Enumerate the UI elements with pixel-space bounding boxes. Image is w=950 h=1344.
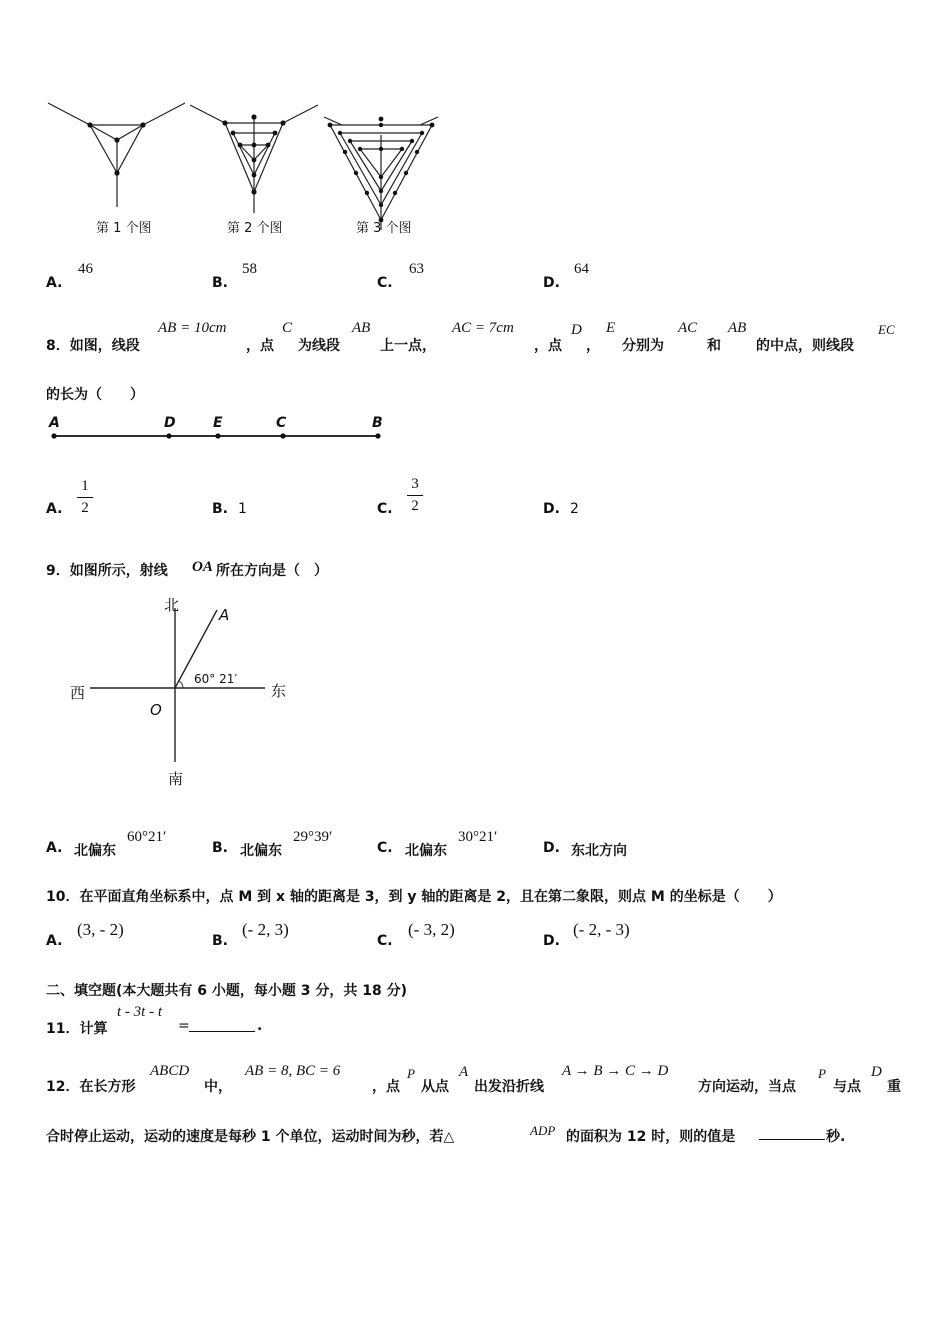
q8-text-8: 和 — [707, 338, 721, 354]
q12-math-a: A — [459, 1064, 469, 1080]
q8-math-ac2: AC — [678, 320, 698, 336]
q8-text-4: 上一点， — [380, 338, 436, 354]
q8-text-5: ，点 — [534, 338, 562, 354]
q7-option-b-letter: B. — [212, 275, 228, 291]
q8-point-a: A — [49, 415, 60, 431]
q8-option-d-letter: D. — [543, 501, 560, 517]
q9-option-b-value: 29°39′ — [293, 829, 333, 845]
q8-math-e: E — [606, 320, 616, 336]
q8-point-b: B — [372, 415, 383, 431]
q12-text-6: 与点 — [833, 1079, 861, 1095]
q9-option-b-text: 北偏东 — [240, 843, 282, 859]
q8-text-6: ， — [586, 338, 600, 354]
q8-math-ab3: AB — [728, 320, 747, 336]
q8-option-a-denominator: 2 — [81, 500, 89, 516]
q12-text-7: 重 — [887, 1079, 901, 1095]
q8-option-c-numerator: 3 — [411, 476, 419, 492]
q9-option-d-letter: D. — [543, 840, 560, 856]
q12-math-p: P — [407, 1066, 415, 1081]
q8-option-c-letter: C. — [377, 501, 393, 517]
q7-option-b-value: 58 — [242, 261, 257, 277]
q8-text-7: 分别为 — [622, 338, 664, 354]
q9-point-a-label: A — [219, 606, 230, 624]
q10-option-a-letter: A. — [46, 933, 63, 949]
q8-option-c-denominator: 2 — [411, 498, 419, 514]
q9-south-label: 南 — [168, 770, 184, 788]
q8-math-ec: EC — [878, 322, 895, 337]
q11-end: . — [257, 1018, 263, 1034]
q8-option-c-fraction — [407, 476, 423, 515]
q12-text-4: 出发沿折线 — [474, 1079, 544, 1095]
q12-line2-math: ADP — [530, 1123, 556, 1138]
q9-west-label: 西 — [70, 684, 86, 702]
q8-option-b-value: 1 — [238, 501, 247, 517]
q12-line2-a: 合时停止运动，运动的速度是每秒 1 个单位，运动时间为秒，若△ — [46, 1129, 455, 1145]
q12-math-d: D — [871, 1064, 882, 1080]
q9-option-d-text: 东北方向 — [571, 843, 627, 859]
q12-text-5: 方向运动，当点 — [698, 1079, 796, 1095]
q11-equals: = — [178, 1018, 190, 1034]
q8-text-3: 为线段 — [298, 338, 340, 354]
q7-figure-label-1: 第 1 个图 — [96, 221, 152, 236]
q8-text-1: 8．如图，线段 — [46, 338, 140, 354]
q7-figure-label-3: 第 3 个图 — [356, 221, 412, 236]
q9-option-c-letter: C. — [377, 840, 393, 856]
q10-option-b-letter: B. — [212, 933, 228, 949]
q12-text-3: 从点 — [421, 1079, 449, 1095]
q7-option-c-value: 63 — [409, 261, 424, 277]
q9-north-label: 北 — [164, 596, 180, 614]
q8-option-a-letter: A. — [46, 501, 63, 517]
q9-origin-label: O — [150, 701, 162, 719]
q12-text-1: 中， — [204, 1079, 232, 1095]
q11-expression: t - 3t - t — [117, 1004, 162, 1020]
q12-text-2: ，点 — [372, 1079, 400, 1095]
q8-text-9: 的中点，则线段 — [756, 338, 854, 354]
q9-option-b-letter: B. — [212, 840, 228, 856]
q9-option-a-letter: A. — [46, 840, 63, 856]
q10-option-d-value: (- 2, - 3) — [573, 920, 630, 939]
q8-math-ac: AC = 7cm — [452, 320, 514, 336]
q8-point-e: E — [213, 415, 223, 431]
q8-math-c: C — [282, 320, 293, 336]
q8-point-d: D — [164, 415, 176, 431]
q9-text-2: 所在方向是（ ） — [216, 563, 328, 579]
q10-text: 10．在平面直角坐标系中，点 M 到 x 轴的距离是 3，到 y 轴的距离是 2，且在第二象限，则点 M 的坐标是（ ） — [46, 889, 782, 905]
q7-option-d-value: 64 — [574, 261, 589, 277]
q12-line2-c: 秒. — [826, 1129, 846, 1145]
q10-option-a-value: (3, - 2) — [77, 920, 124, 939]
q12-text-0: 12．在长方形 — [46, 1079, 136, 1095]
q9-east-label: 东 — [271, 682, 287, 700]
q12-line2-b: 的面积为 12 时，则的值是 — [566, 1129, 736, 1145]
q10-option-c-letter: C. — [377, 933, 393, 949]
q12-math-abcd: ABCD — [150, 1063, 190, 1079]
q10-option-c-value: (- 3, 2) — [408, 920, 455, 939]
q8-math-ab: AB = 10cm — [158, 320, 227, 336]
q8-option-a-numerator: 1 — [81, 478, 89, 494]
q8-option-a-fraction — [77, 478, 93, 517]
q9-option-a-value: 60°21′ — [127, 829, 167, 845]
q7-option-c-letter: C. — [377, 275, 393, 291]
q9-ray-name: OA — [192, 559, 213, 575]
q11-answer-blank[interactable] — [189, 1017, 255, 1032]
q8-text-line2: 的长为（ ） — [46, 387, 144, 403]
q8-text-2: ，点 — [246, 338, 274, 354]
q10-option-b-value: (- 2, 3) — [242, 920, 289, 939]
q9-text-1: 9．如图所示，射线 — [46, 563, 168, 579]
q12-answer-blank[interactable] — [759, 1125, 825, 1140]
section-2-heading: 二、填空题(本大题共有 6 小题，每小题 3 分，共 18 分) — [46, 983, 408, 999]
q12-math-path: A → B → C → D — [562, 1063, 669, 1079]
q11-prefix: 11．计算 — [46, 1021, 108, 1037]
q10-option-d-letter: D. — [543, 933, 560, 949]
q9-option-c-text: 北偏东 — [405, 843, 447, 859]
q9-option-c-value: 30°21′ — [458, 829, 498, 845]
q9-angle-label: 60° 21′ — [194, 672, 238, 686]
q8-math-d: D — [571, 322, 582, 338]
q12-math-p2: P — [818, 1066, 826, 1081]
q8-math-ab2: AB — [352, 320, 371, 336]
q12-math-sides: AB = 8, BC = 6 — [245, 1063, 341, 1079]
q8-point-c: C — [276, 415, 287, 431]
q7-option-a-value: 46 — [78, 261, 93, 277]
q8-option-b-letter: B. — [212, 501, 228, 517]
q7-figure-label-2: 第 2 个图 — [227, 221, 283, 236]
q8-option-d-value: 2 — [570, 501, 579, 517]
q9-option-a-text: 北偏东 — [74, 843, 116, 859]
q7-option-d-letter: D. — [543, 275, 560, 291]
q7-option-a-letter: A. — [46, 275, 63, 291]
